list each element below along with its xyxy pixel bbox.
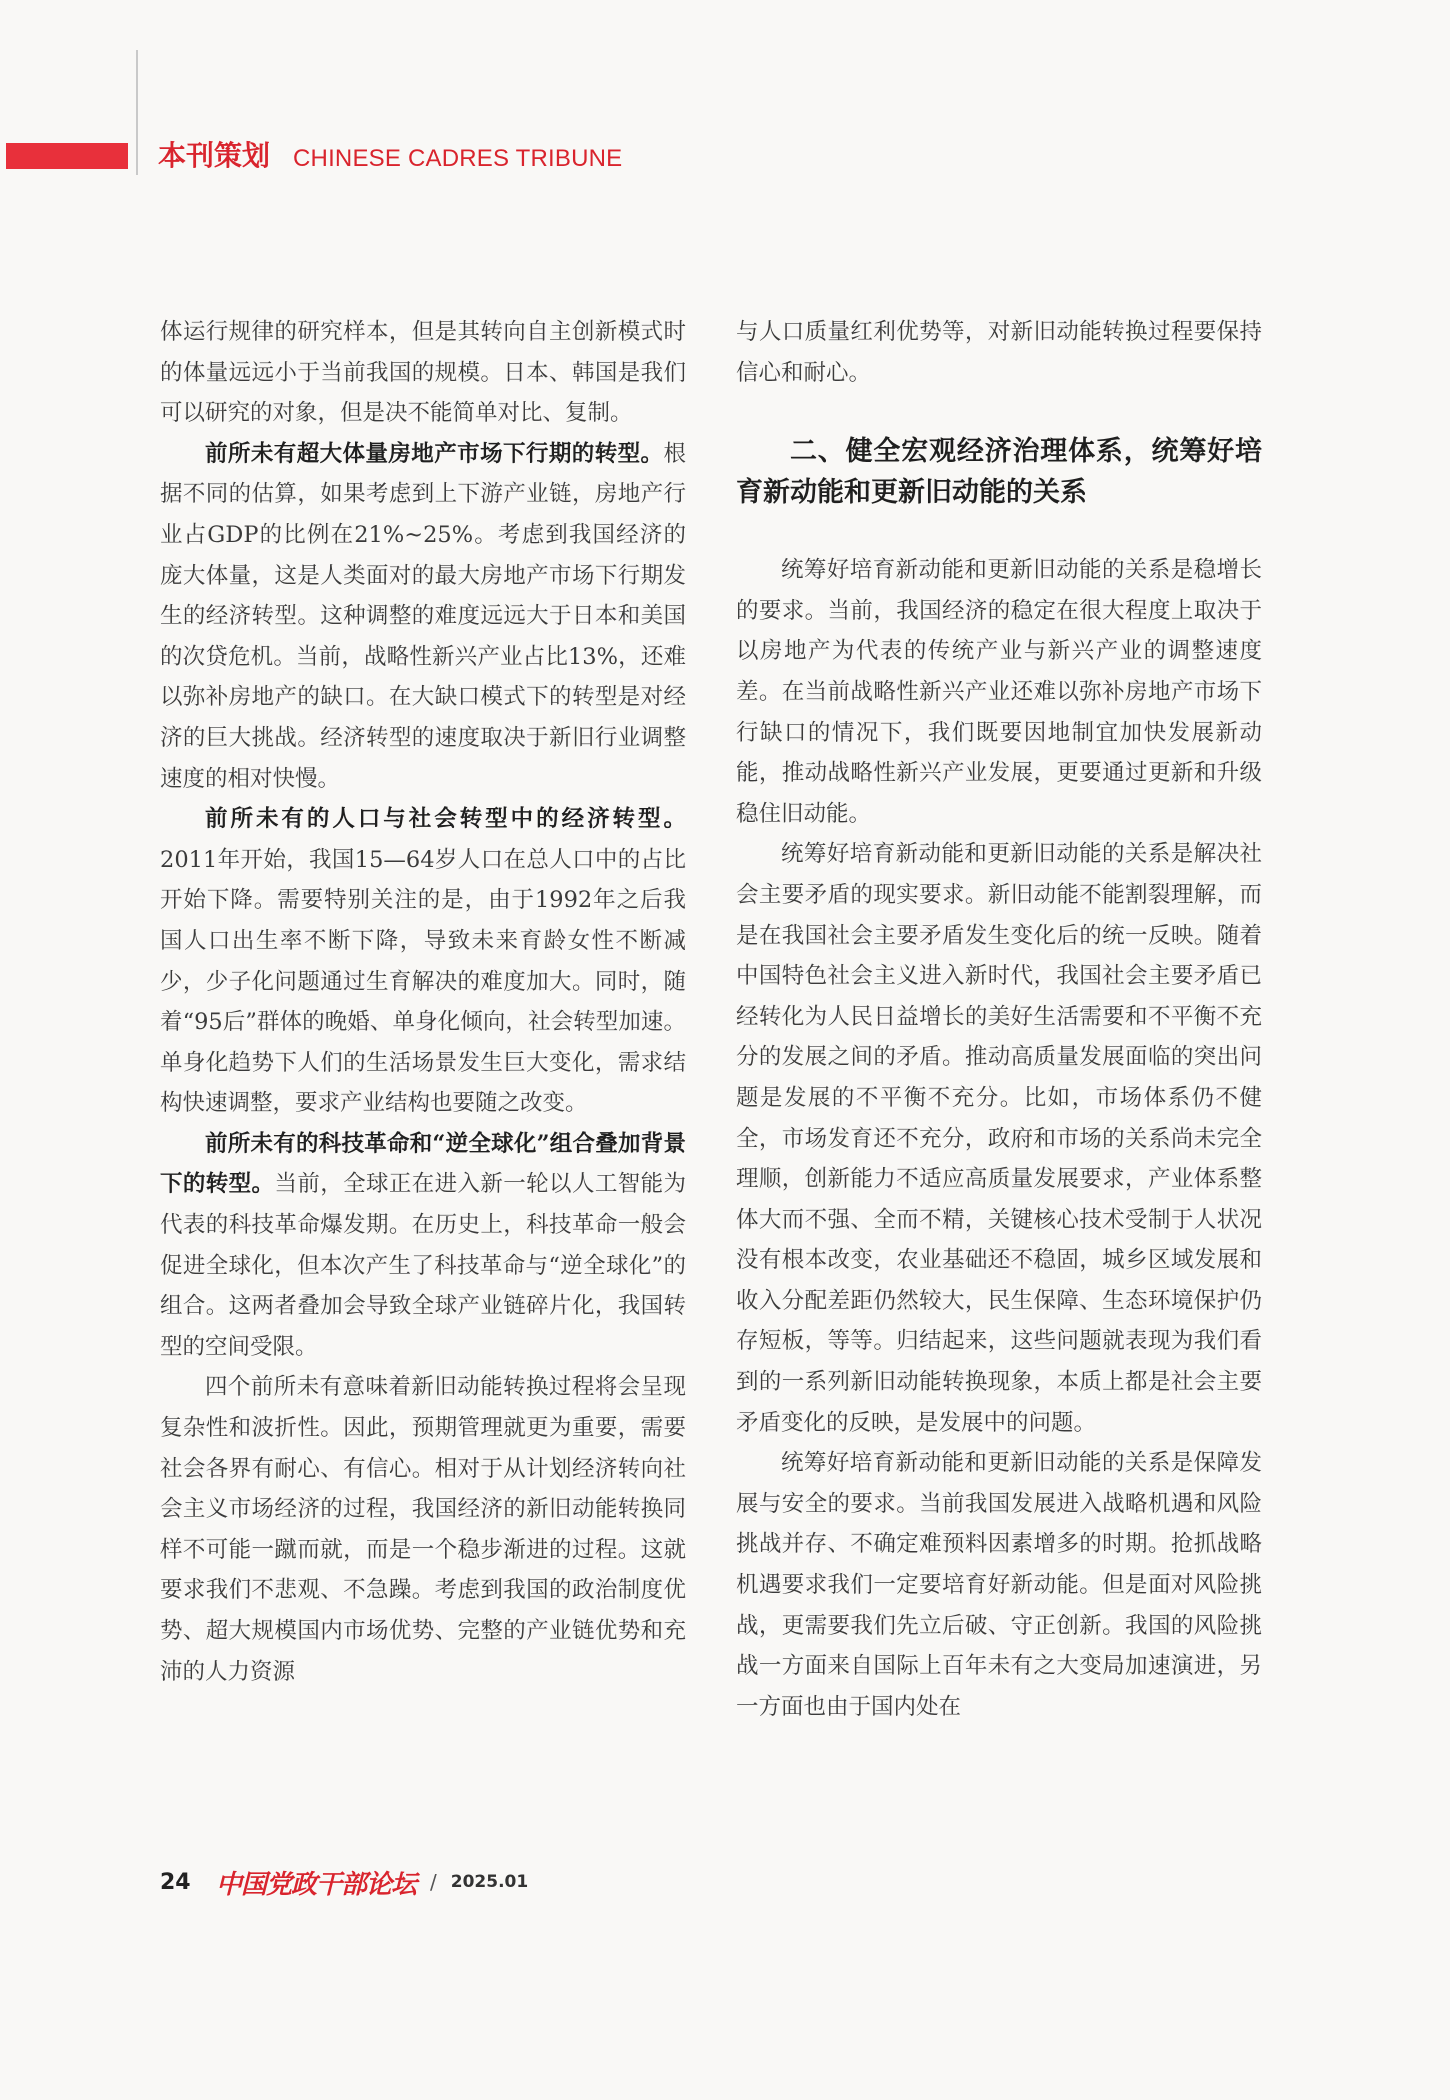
page-footer bbox=[160, 1862, 528, 1902]
paragraph: 体运行规律的研究样本，但是其转向自主创新模式时的体量远远小于当前我国的规模。日本、韩国是我们可以研究的对象，但是决不能简单对比、复制。 bbox=[160, 319, 686, 427]
section-title: 本刊策划 bbox=[158, 139, 271, 172]
paragraph: 与人口质量红利优势等，对新旧动能转换过程要保持信心和耐心。 bbox=[736, 319, 1262, 386]
issue-number: 2025.01 bbox=[450, 1872, 529, 1892]
left-column bbox=[160, 312, 686, 1692]
right-column bbox=[736, 312, 1262, 1727]
paragraph-body: 当前，全球正在进入新一轮以人工智能为代表的科技革命爆发期。在历史上，科技革命一般会促进全球化，但本次产生了科技革命与“逆全球化”的组合。这两者叠加会导致全球产业链碎片化，我国转型的空间受限。 bbox=[160, 1171, 686, 1360]
magazine-english-name: CHINESE CADRES TRIBUNE bbox=[293, 145, 623, 172]
section-heading: 二、健全宏观经济治理体系，统筹好培育新动能和更新旧动能的关系 bbox=[736, 436, 1262, 509]
header-red-bar bbox=[6, 143, 128, 169]
page-number: 24 bbox=[160, 1869, 191, 1895]
magazine-logo: 中国党政干部论坛 bbox=[216, 1869, 417, 1900]
bold-lead: 前所未有的人口与社会转型中的经济转型。 bbox=[205, 806, 686, 833]
paragraph-body: 根据不同的估算，如果考虑到上下游产业链，房地产行业占GDP的比例在21%~25%。考虑到我国经济的庞大体量，这是人类面对的最大房地产市场下行期发生的经济转型。这种调整的难度远远大于日本和美国的次贷危机。当前，战略性新兴产业占比13%，还难以弥补房地产的缺口。在大缺口模式下的转型是对经济的巨大挑战。经济转型的速度取决于新旧行业调整速度的相对快慢。 bbox=[160, 440, 686, 792]
bold-lead: 前所未有的科技革命和“逆全球化”组合叠加背景下的转型。 bbox=[160, 1130, 686, 1198]
paragraph: 统筹好培育新动能和更新旧动能的关系是稳增长的要求。当前，我国经济的稳定在很大程度上取决于以房地产为代表的传统产业与新兴产业的调整速度差。在当前战略性新兴产业还难以弥补房地产市场下行缺口的情况下，我们既要因地制宜加快发展新动能，推动战略性新兴产业发展，更要通过更新和升级稳住旧动能。 bbox=[736, 557, 1262, 827]
footer-separator: / bbox=[430, 1870, 437, 1894]
paragraph: 四个前所未有意味着新旧动能转换过程将会呈现复杂性和波折性。因此，预期管理就更为重要，需要社会各界有耐心、有信心。相对于从计划经济转向社会主义市场经济的过程，我国经济的新旧动能转换同样不可能一蹴而就，而是一个稳步渐进的过程。这就要求我们不悲观、不急躁。考虑到我国的政治制度优势、超大规模国内市场优势、完整的产业链优势和充沛的人力资源 bbox=[160, 1374, 686, 1685]
bold-lead: 前所未有超大体量房地产市场下行期的转型。 bbox=[205, 440, 664, 467]
paragraph: 统筹好培育新动能和更新旧动能的关系是解决社会主要矛盾的现实要求。新旧动能不能割裂理解，而是在我国社会主要矛盾发生变化后的统一反映。随着中国特色社会主义进入新时代，我国社会主要矛盾已经转化为人民日益增长的美好生活需要和不平衡不充分的发展之间的矛盾。推动高质量发展面临的突出问题是发展的不平衡不充分。比如，市场体系仍不健全，市场发育还不充分，政府和市场的关系尚未完全理顺，创新能力不适应高质量发展要求，产业体系整体大而不强、全而不精，关键核心技术受制于人状况没有根本改变，农业基础还不稳固，城乡区域发展和收入分配差距仍然较大，民生保障、生态环境保护仍存短板，等等。归结起来，这些问题就表现为我们看到的一系列新旧动能转换现象，本质上都是社会主要矛盾变化的反映，是发展中的问题。 bbox=[736, 841, 1262, 1436]
paragraph bbox=[160, 434, 686, 799]
header-divider-line bbox=[136, 50, 138, 175]
paragraph bbox=[160, 1124, 686, 1368]
paragraph bbox=[160, 799, 686, 1124]
paragraph-body: 2011年开始，我国15—64岁人口在总人口中的占比开始下降。需要特别关注的是，由于1992年之后我国人口出生率不断下降，导致未来育龄女性不断减少，少子化问题通过生育解决的难度加大。同时，随着“95后”群体的晚婚、单身化倾向，社会转型加速。单身化趋势下人们的生活场景发生巨大变化，需求结构快速调整，要求产业结构也要随之改变。 bbox=[160, 846, 686, 1117]
paragraph: 统筹好培育新动能和更新旧动能的关系是保障发展与安全的要求。当前我国发展进入战略机遇和风险挑战并存、不确定难预料因素增多的时期。抢抓战略机遇要求我们一定要培育好新动能。但是面对风险挑战，更需要我们先立后破、守正创新。我国的风险挑战一方面来自国际上百年未有之大变局加速演进，另一方面也由于国内处在 bbox=[736, 1450, 1262, 1720]
